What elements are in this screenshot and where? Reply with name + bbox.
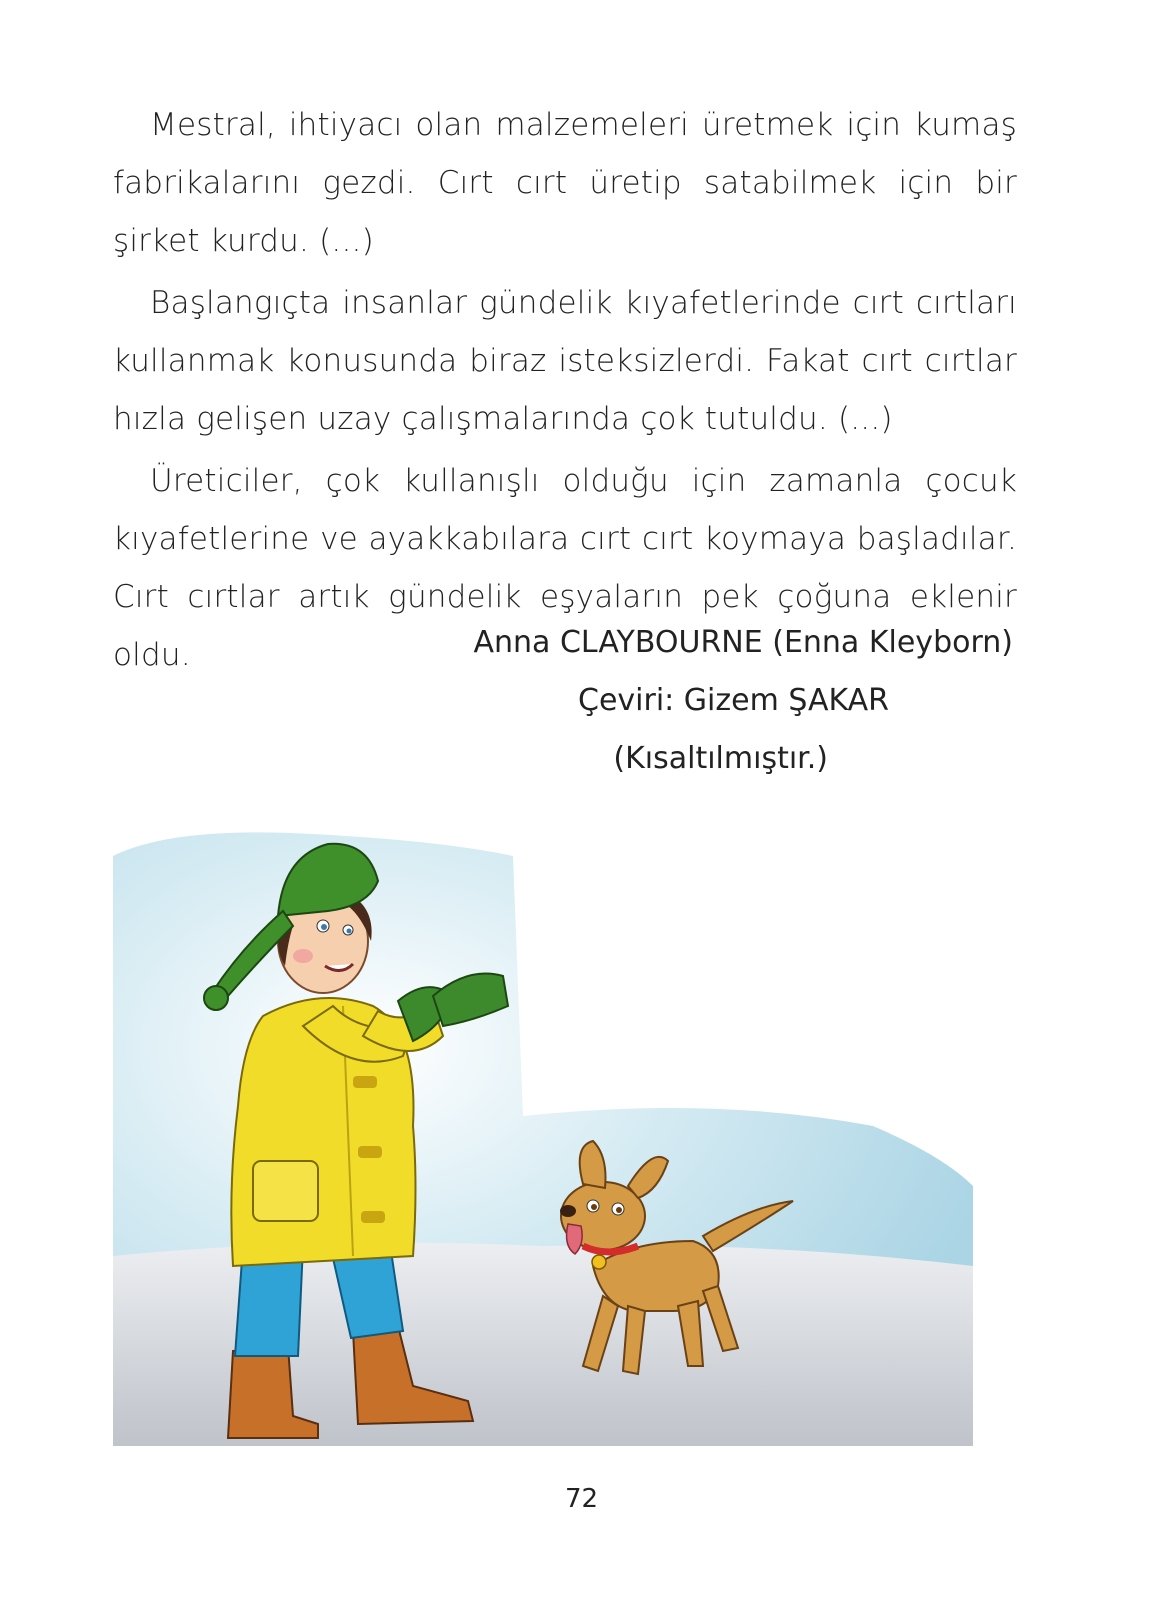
paragraph-3: Üreticiler, çok kullanışlı olduğu için zamanla çocuk kıyafetlerine ve ayakkabılara cırt cırt koymaya başladılar. Cırt cırtlar artık gündelik eşyaların pek çoğuna eklenir oldu. xyxy=(113,463,1017,673)
dog-tag xyxy=(592,1255,606,1269)
translator-credit: Çeviri: Gizem ŞAKAR xyxy=(578,683,889,718)
paragraph-1: Mestral, ihtiyacı olan malzemeleri üretmek için kumaş fabrikalarını gezdi. Cırt cırt üretip satabilmek için bir şirket kurdu. (...) xyxy=(113,107,1017,259)
paragraph-2: Başlangıçta insanlar gündelik kıyafetlerinde cırt cırtları kullanmak konusunda biraz isteksizlerdi. Fakat cırt cırtlar hızla gelişen uzay çalışmalarında çok tutuldu. (...) xyxy=(113,285,1017,437)
article-text xyxy=(113,96,1017,688)
author-credit: Anna CLAYBOURNE (Enna Kleyborn) xyxy=(473,625,1013,660)
attribution xyxy=(413,614,1013,788)
page-number: 72 xyxy=(564,1484,599,1514)
coat-pocket xyxy=(253,1161,318,1221)
boy-and-dog-illustration xyxy=(113,826,973,1446)
abridged-note: (Kısaltılmıştır.) xyxy=(613,741,828,776)
